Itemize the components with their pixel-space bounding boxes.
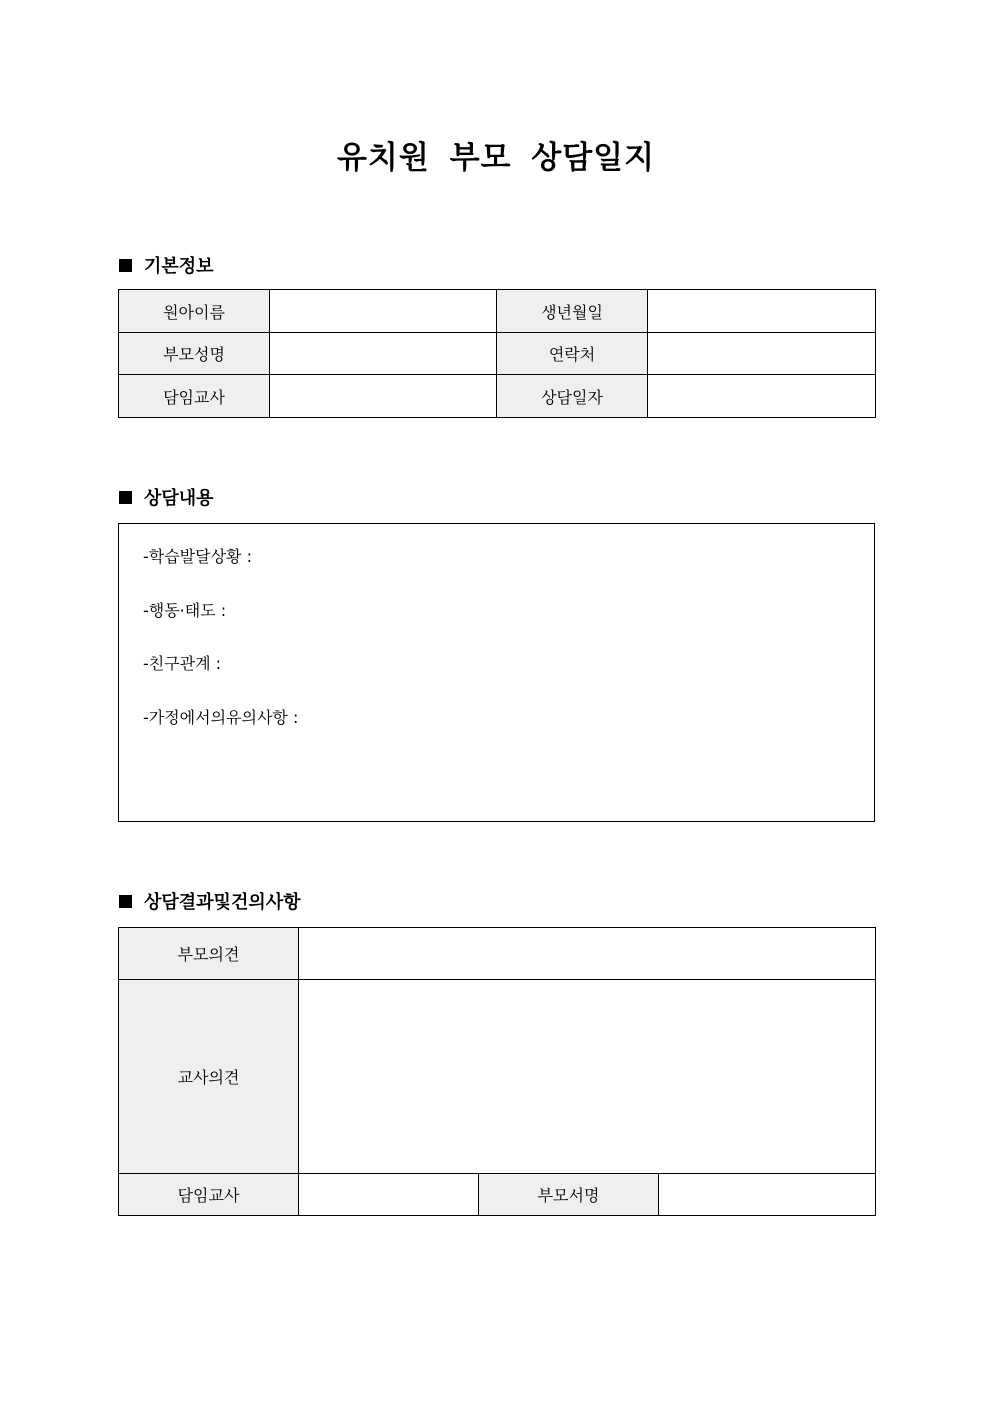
homeroom-teacher-field[interactable] [299, 1174, 479, 1216]
friend-relations-item: -친구관계 : [143, 654, 222, 673]
parent-name-label: 부모성명 [119, 333, 270, 375]
table-row [119, 928, 876, 980]
table-row [119, 333, 876, 375]
parent-opinion-label: 부모의견 [119, 928, 299, 980]
square-bullet-icon [119, 259, 132, 272]
behavior-attitude-item: -행동·태도 : [143, 601, 227, 620]
child-name-label: 원아이름 [119, 290, 270, 333]
home-notes-item: -가정에서의유의사항 : [143, 708, 299, 727]
section-heading-text: 상담내용 [144, 488, 214, 509]
learning-development-item: -학습발달상황 : [143, 547, 252, 566]
section-heading-text: 상담결과및건의사항 [144, 892, 301, 913]
section-heading-result [119, 889, 301, 913]
table-row [119, 375, 876, 418]
homeroom-teacher-label: 담임교사 [119, 1174, 299, 1216]
teacher-field[interactable] [270, 375, 497, 418]
consult-date-field[interactable] [648, 375, 876, 418]
parent-signature-field[interactable] [659, 1174, 876, 1216]
consult-content-box[interactable] [118, 523, 875, 822]
basic-info-table [118, 289, 876, 418]
section-heading-basic-info [119, 253, 214, 277]
consult-date-label: 상담일자 [497, 375, 648, 418]
result-table [118, 927, 876, 1216]
child-name-field[interactable] [270, 290, 497, 333]
parent-signature-label: 부모서명 [479, 1174, 659, 1216]
table-row [119, 980, 876, 1174]
contact-field[interactable] [648, 333, 876, 375]
birthdate-label: 생년월일 [497, 290, 648, 333]
teacher-label: 담임교사 [119, 375, 270, 418]
parent-opinion-field[interactable] [299, 928, 876, 980]
table-row [119, 1174, 876, 1216]
contact-label: 연락처 [497, 333, 648, 375]
section-heading-text: 기본정보 [144, 256, 214, 277]
square-bullet-icon [119, 491, 132, 504]
teacher-opinion-label: 교사의견 [119, 980, 299, 1174]
table-row [119, 290, 876, 333]
parent-name-field[interactable] [270, 333, 497, 375]
teacher-opinion-field[interactable] [299, 980, 876, 1174]
section-heading-consult-content [119, 485, 214, 509]
page-title: 유치원 부모 상담일지 [336, 140, 656, 176]
birthdate-field[interactable] [648, 290, 876, 333]
square-bullet-icon [119, 895, 132, 908]
